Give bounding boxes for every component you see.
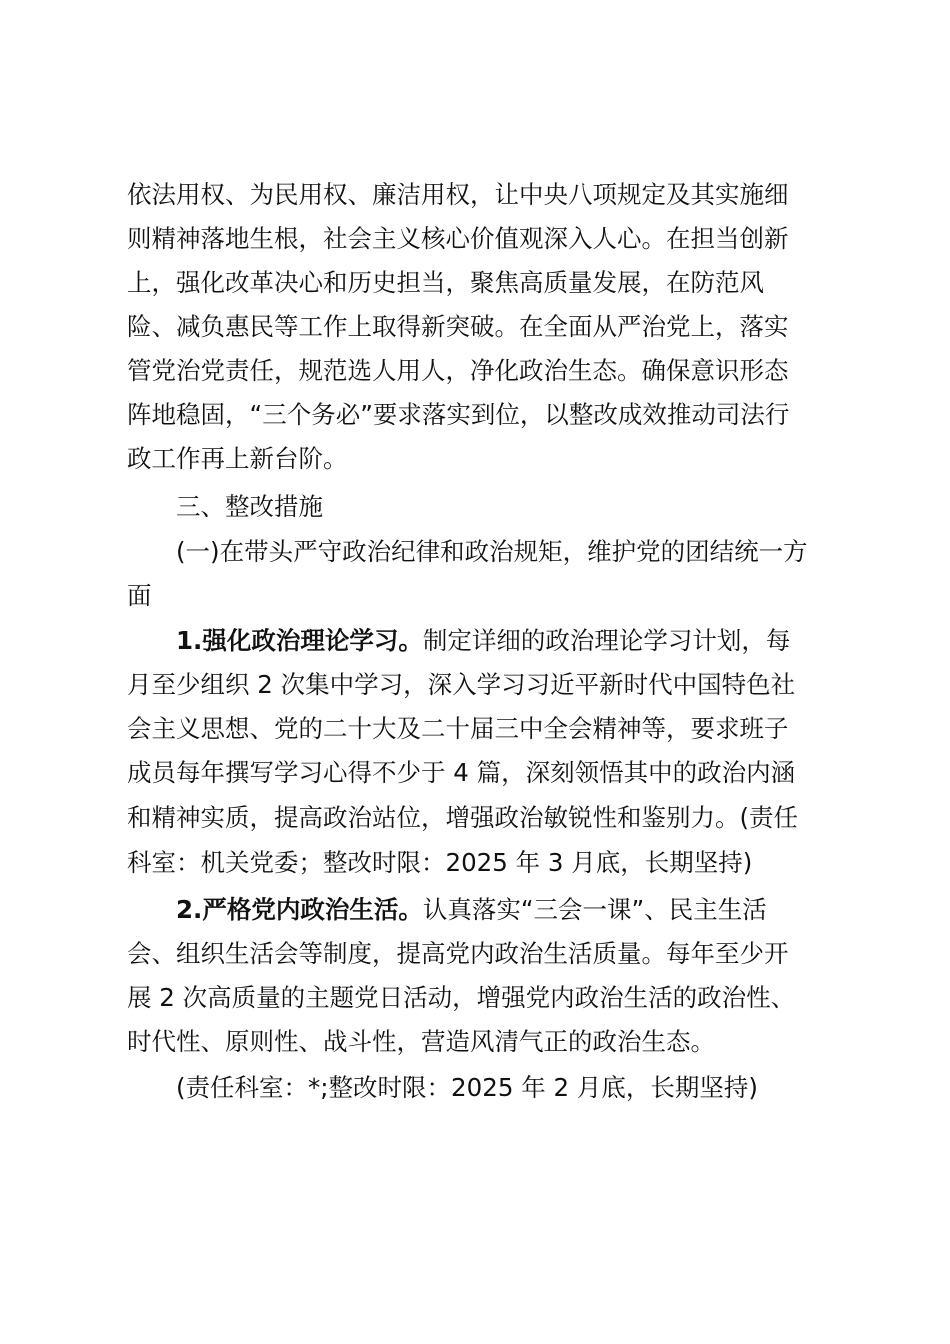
item-1-line: 月至少组织 2 次集中学习，深入学习习近平新时代中国特色社 [127,670,796,699]
item-2-title: 2.严格党内政治生活。 [176,895,423,924]
paragraph-line: 则精神落地生根，社会主义核心价值观深入人心。在担当创新 [127,224,789,253]
item-2-text: 认真落实“三会一课”、民主生活 [422,895,767,924]
paragraph-line: 险、减负惠民等工作上取得新突破。在全面从严治党上，落实 [127,312,789,341]
item-1-line: 科室：机关党委；整改时限：2025 年 3 月底，长期坚持) [127,848,753,877]
paragraph-line: 管党治党责任，规范选人用人，净化政治生态。确保意识形态 [127,356,789,385]
item-2-responsibility: (责任科室：*;整改时限：2025 年 2 月底，长期坚持) [176,1073,758,1102]
paragraph-line: 阵地稳固，“三个务必”要求落实到位，以整改成效推动司法行 [127,400,790,429]
paragraph-line: 政工作再上新台阶。 [127,444,348,473]
item-2-line: 时代性、原则性、战斗性，营造风清气正的政治生态。 [127,1027,715,1056]
item-1-line: 成员每年撰写学习心得不少于 4 篇，深刻领悟其中的政治内涵 [127,758,796,787]
item-1-line: 和精神实质，提高政治站位，增强政治敏锐性和鉴别力。(责任 [127,803,799,832]
item-2-line: 展 2 次高质量的主题党日活动，增强党内政治生活的政治性、 [127,983,796,1012]
paragraph-line: 依法用权、为民用权、廉洁用权，让中央八项规定及其实施细 [127,180,789,209]
item-2-line: 会、组织生活会等制度，提高党内政治生活质量。每年至少开 [127,939,789,968]
item-2-first-line [176,888,767,932]
item-1-first-line [176,619,790,663]
item-1-text: 制定详细的政治理论学习计划，每 [422,626,791,655]
section-heading: 三、整改措施 [176,492,323,521]
item-1-title: 1.强化政治理论学习。 [176,626,423,655]
paragraph-line: 上，强化改革决心和历史担当，聚焦高质量发展，在防范风 [127,268,764,297]
item-1-line: 会主义思想、党的二十大及二十届三中全会精神等，要求班子 [127,714,789,743]
subsection-heading-continued: 面 [127,581,152,610]
subsection-heading: (一)在带头严守政治纪律和政治规矩，维护党的团结统一方 [176,537,808,566]
